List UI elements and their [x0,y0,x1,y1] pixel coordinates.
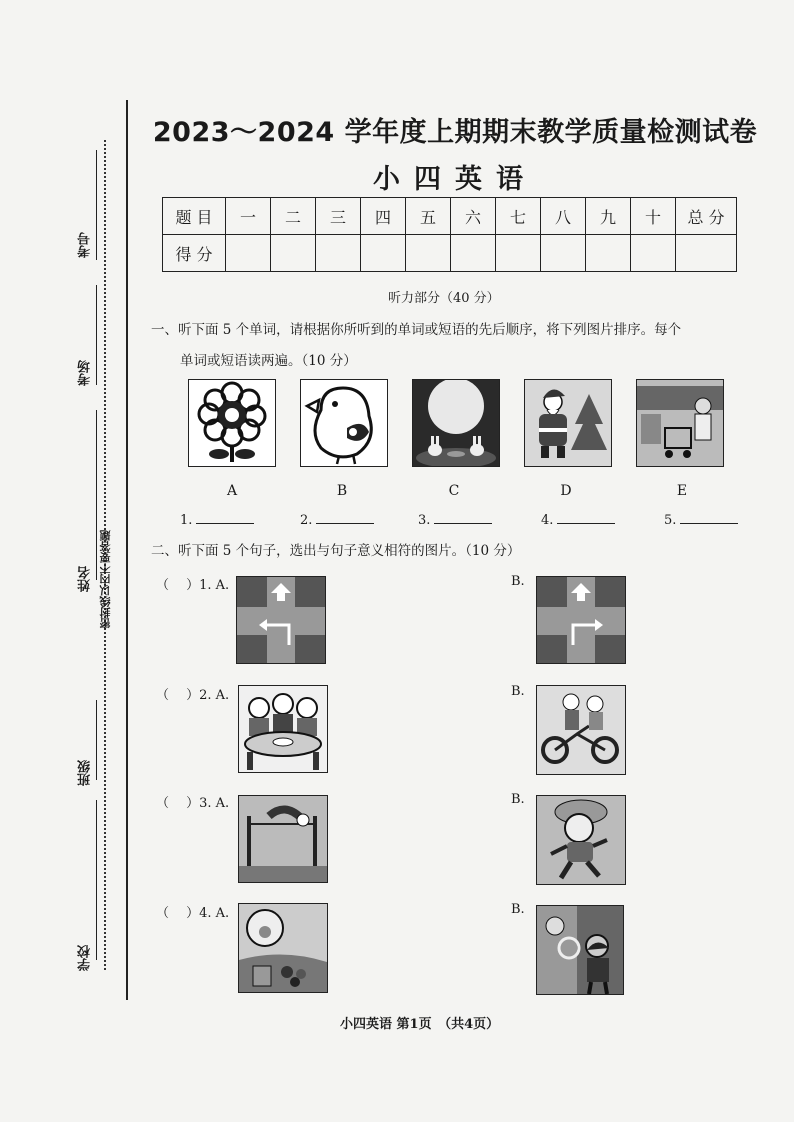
answer-slot-4[interactable] [541,511,615,528]
q2-row-2-label[interactable]: （ ）2. A. [156,688,230,703]
score-input-cell[interactable] [406,235,451,272]
santa-tree-icon [524,379,612,467]
score-input-cell[interactable] [226,235,271,272]
q2-row-4-b[interactable]: B. [511,902,525,917]
q1-instruction-line1: 一、听下面 5 个单词，请根据你所听到的单词或短语的先后顺序，将下列图片排序。每个 [151,322,682,338]
class-blank[interactable] [96,700,97,780]
score-input-cell[interactable] [541,235,586,272]
picture-letter: C [448,483,460,499]
score-table-header-row [163,198,737,235]
score-header-cell: 七 [496,198,541,235]
score-input-cell[interactable] [496,235,541,272]
q2-row-1-b[interactable]: B. [511,574,525,589]
q2-row-3-label[interactable]: （ ）3. A. [156,796,230,811]
score-input-cell[interactable] [676,235,737,272]
score-input-cell[interactable] [631,235,676,272]
q2-row-2-b[interactable]: B. [511,684,525,699]
score-input-cell[interactable] [586,235,631,272]
school-blank[interactable] [96,800,97,960]
label-exam-number: 考号 [78,232,93,258]
q1-instruction-line2: 单词或短语读两遍。（10 分） [180,353,357,369]
exam-number-blank[interactable] [96,150,97,260]
picture-letter: B [336,483,348,499]
score-header-cell: 题 目 [163,198,226,235]
score-input-cell[interactable] [361,235,406,272]
score-header-cell: 五 [406,198,451,235]
score-input-cell[interactable] [451,235,496,272]
q2-row-4-label[interactable]: （ ）4. A. [156,906,230,921]
q2-row-1-label[interactable]: （ ）1. A. [156,578,230,593]
label-name: 姓名 [78,566,93,592]
binding-solid-line [126,100,128,1000]
picture-letter: D [560,483,572,499]
turn-left-icon [236,576,326,664]
name-blank[interactable] [96,410,97,580]
score-header-cell: 十 [631,198,676,235]
answer-slot-3[interactable] [418,511,492,528]
label-exam-room: 考场 [78,360,93,386]
picture-letter: E [676,483,688,499]
score-table-score-row [163,235,737,272]
score-header-cell: 一 [226,198,271,235]
girl-running-icon [536,795,626,885]
family-dinner-icon [238,685,328,773]
seal-note: 密封线以内不要答题 [99,530,112,629]
chick-icon [300,379,388,467]
exam-title: 2023～2024 学年度上期期末教学质量检测试卷 [152,117,758,148]
q2-instruction: 二、听下面 5 个句子，选出与句子意义相符的图片。（10 分） [151,543,521,559]
label-class: 班级 [78,760,93,786]
answer-number: 2. [300,513,313,528]
picture-letter: A [226,483,238,499]
answer-slot-1[interactable] [180,511,254,528]
answer-number: 4. [541,513,554,528]
exam-subtitle: 小四英语 [373,164,537,195]
score-header-cell: 三 [316,198,361,235]
score-header-cell: 二 [271,198,316,235]
picnic-icon [238,903,328,993]
answer-slot-5[interactable] [664,511,738,528]
page-footer: 小四英语 第1页 （共4页） [340,1017,500,1032]
flower-icon [188,379,276,467]
score-header-cell: 总 分 [676,198,737,235]
label-school: 学校 [78,945,93,971]
shopping-icon [636,379,724,467]
answer-number: 5. [664,513,677,528]
score-header-cell: 八 [541,198,586,235]
turn-right-icon [536,576,626,664]
score-table [162,197,737,272]
score-row-label: 得 分 [163,235,226,272]
riding-bike-icon [536,685,626,775]
score-input-cell[interactable] [271,235,316,272]
exam-room-blank[interactable] [96,285,97,385]
listening-section-heading: 听力部分（40 分） [388,291,500,306]
score-header-cell: 六 [451,198,496,235]
score-header-cell: 九 [586,198,631,235]
answer-number: 3. [418,513,431,528]
moon-rabbits-icon [412,379,500,467]
score-input-cell[interactable] [316,235,361,272]
score-header-cell: 四 [361,198,406,235]
q2-row-3-b[interactable]: B. [511,792,525,807]
answer-number: 1. [180,513,193,528]
boy-playing-icon [536,905,624,995]
answer-slot-2[interactable] [300,511,374,528]
high-jump-icon [238,795,328,883]
